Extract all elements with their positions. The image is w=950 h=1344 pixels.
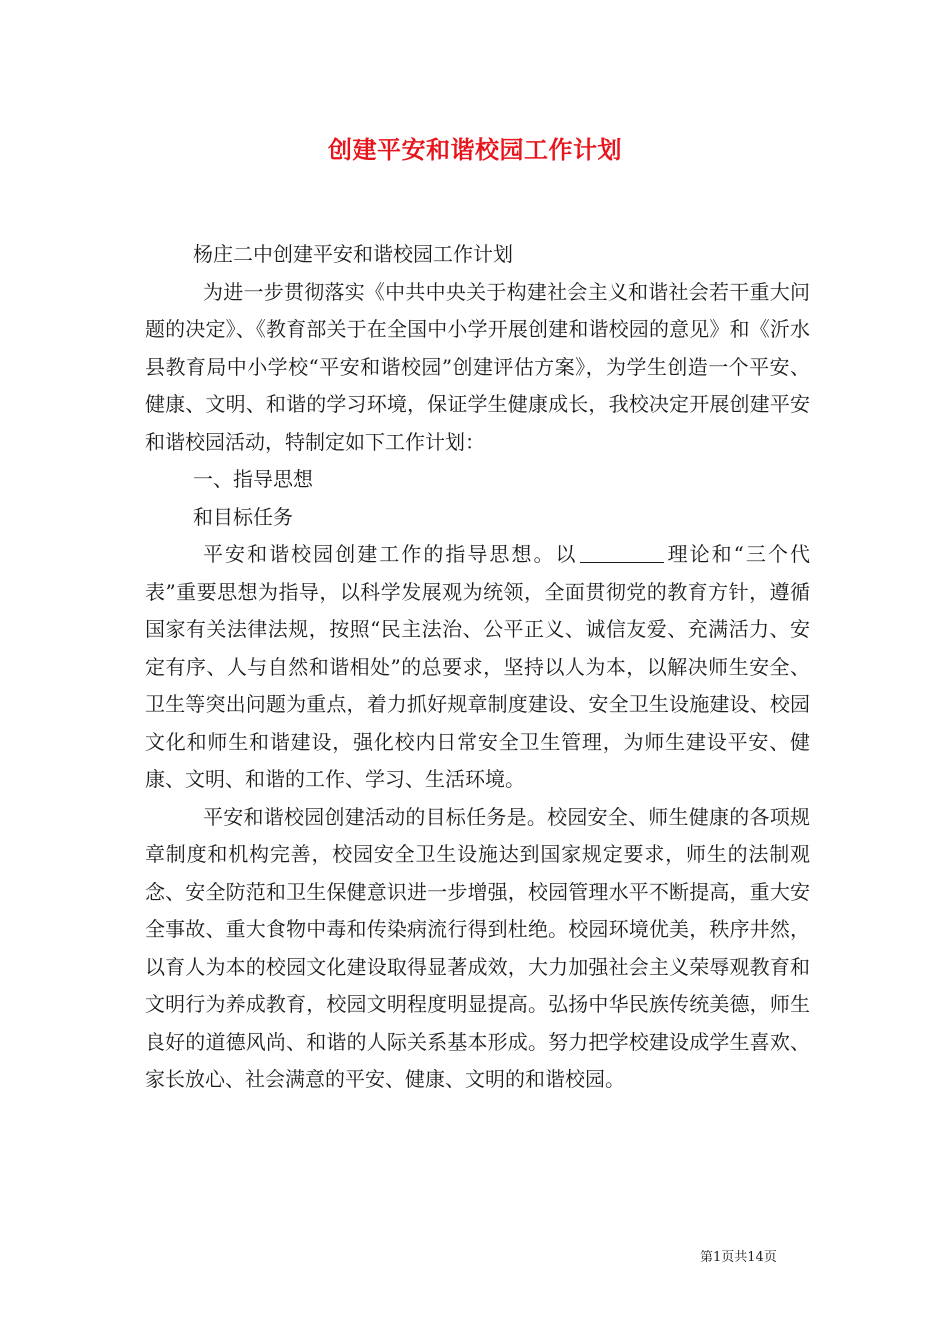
guide-paragraph-part2: 理论和“三个代表”重要思想为指导，以科学发展观为统领，全面贯彻党的教育方针，遵循国家有关法律法规，按照“民主法治、公平正义、诚信友爱、充满活力、安定有序、人与自然和谐相处”的总要求，坚持以人为本，以解决师生安全、卫生等突出问题为重点，着力抓好规章制度建设、安全卫生设施建设、校园文化和师生和谐建设，强化校内日常安全卫生管理，为师生建设平安、健康、文明、和谐的工作、学习、生活环境。 (145, 542, 810, 791)
document-body (145, 236, 810, 1099)
underline-blank (580, 544, 664, 563)
section-heading-continued: 和目标任务 (193, 504, 293, 529)
guide-paragraph (145, 536, 810, 799)
section-heading: 一、指导思想 (193, 467, 313, 491)
intro-paragraph: 为进一步贯彻落实《中共中央关于构建社会主义和谐社会若干重大问题的决定》、《教育部关于在全国中小学开展创建和谐校园的意见》和《沂水县教育局中小学校“平安和谐校园”创建评估方案》，为学生创造一个平安、健康、文明、和谐的学习环境，保证学生健康成长，我校决定开展创建平安和谐校园活动，特制定如下工作计划： (145, 279, 810, 454)
goal-paragraph: 平安和谐校园创建活动的目标任务是。校园安全、师生健康的各项规章制度和机构完善，校园安全卫生设施达到国家规定要求，师生的法制观念、安全防范和卫生保健意识进一步增强，校园管理水平不断提高，重大安全事故、重大食物中毒和传染病流行得到杜绝。校园环境优美，秩序井然，以育人为本的校园文化建设取得显著成效，大力加强社会主义荣辱观教育和文明行为养成教育，校园文明程度明显提高。弘扬中华民族传统美德，师生良好的道德风尚、和谐的人际关系基本形成。努力把学校建设成学生喜欢、家长放心、社会满意的平安、健康、文明的和谐校园。 (145, 804, 810, 1091)
page-number: 第1页共14页 (700, 1250, 777, 1265)
document-title: 创建平安和谐校园工作计划 (328, 135, 622, 164)
guide-paragraph-part1: 平安和谐校园创建工作的指导思想。以 (203, 542, 578, 566)
document-subtitle: 杨庄二中创建平安和谐校园工作计划 (193, 242, 513, 266)
